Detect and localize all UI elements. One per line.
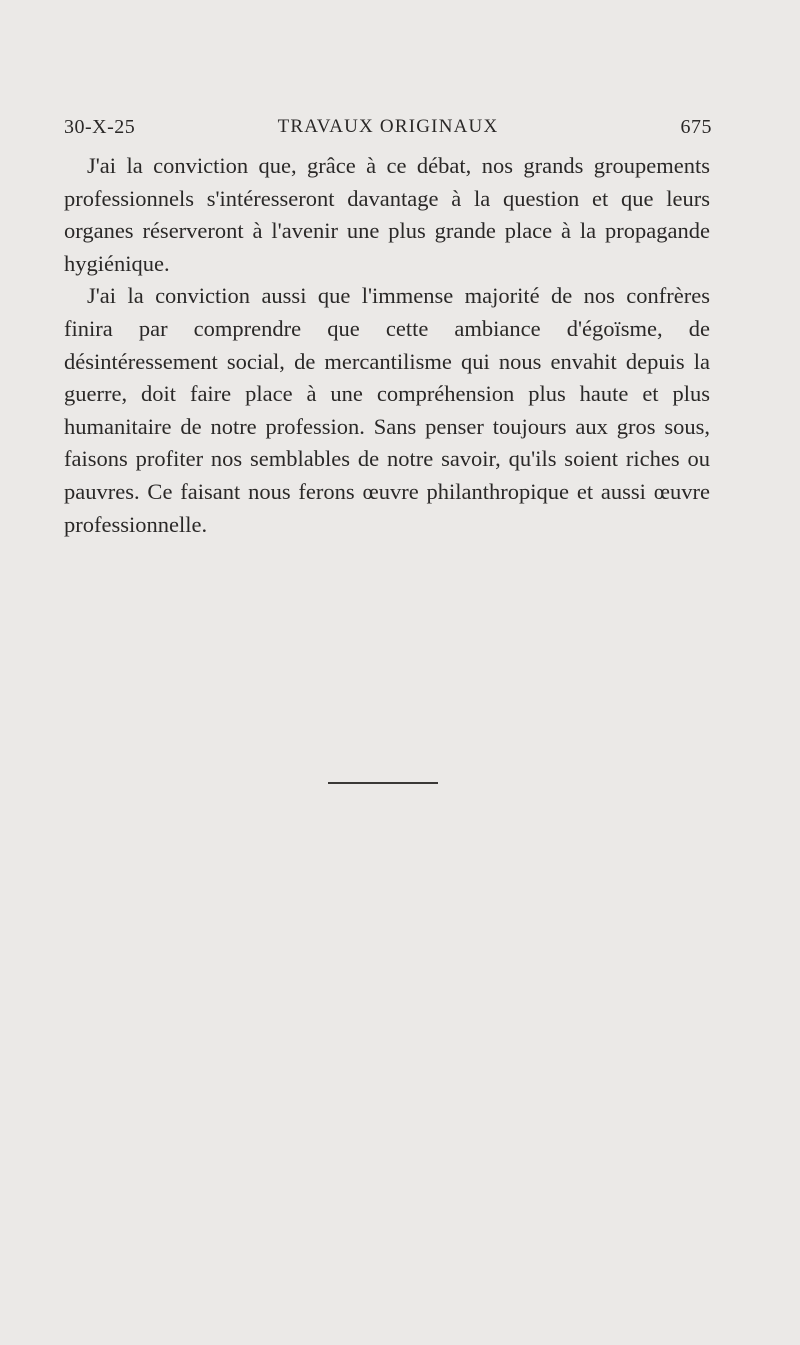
- issue-date: 30-X-25: [64, 116, 136, 138]
- page-number: 675: [680, 116, 712, 138]
- running-header: [64, 116, 712, 146]
- section-title: TRAVAUX ORIGINAUX: [277, 116, 499, 137]
- section-end-rule: [328, 782, 438, 784]
- paragraph-1: J'ai la conviction que, grâce à ce débat, nos grands groupements professionnels s'intéresseront davantage à la question et que leurs organes réserveront à l'avenir une plus grande place à la propagande hygiénique.: [64, 153, 710, 276]
- paragraph-2: J'ai la conviction aussi que l'immense majorité de nos confrères finira par comprendre que cette ambiance d'égoïsme, de désintéressement social, de mercantilisme qui nous envahit depuis la guerre, doit faire place à une compréhension plus haute et plus humanitaire de notre profession. Sans penser toujours aux gros sous, faisons profiter nos semblables de notre savoir, qu'ils soient riches ou pauvres. Ce faisant nous ferons œuvre philanthropique et aussi œuvre professionnelle.: [64, 283, 710, 537]
- body-text: [64, 150, 710, 541]
